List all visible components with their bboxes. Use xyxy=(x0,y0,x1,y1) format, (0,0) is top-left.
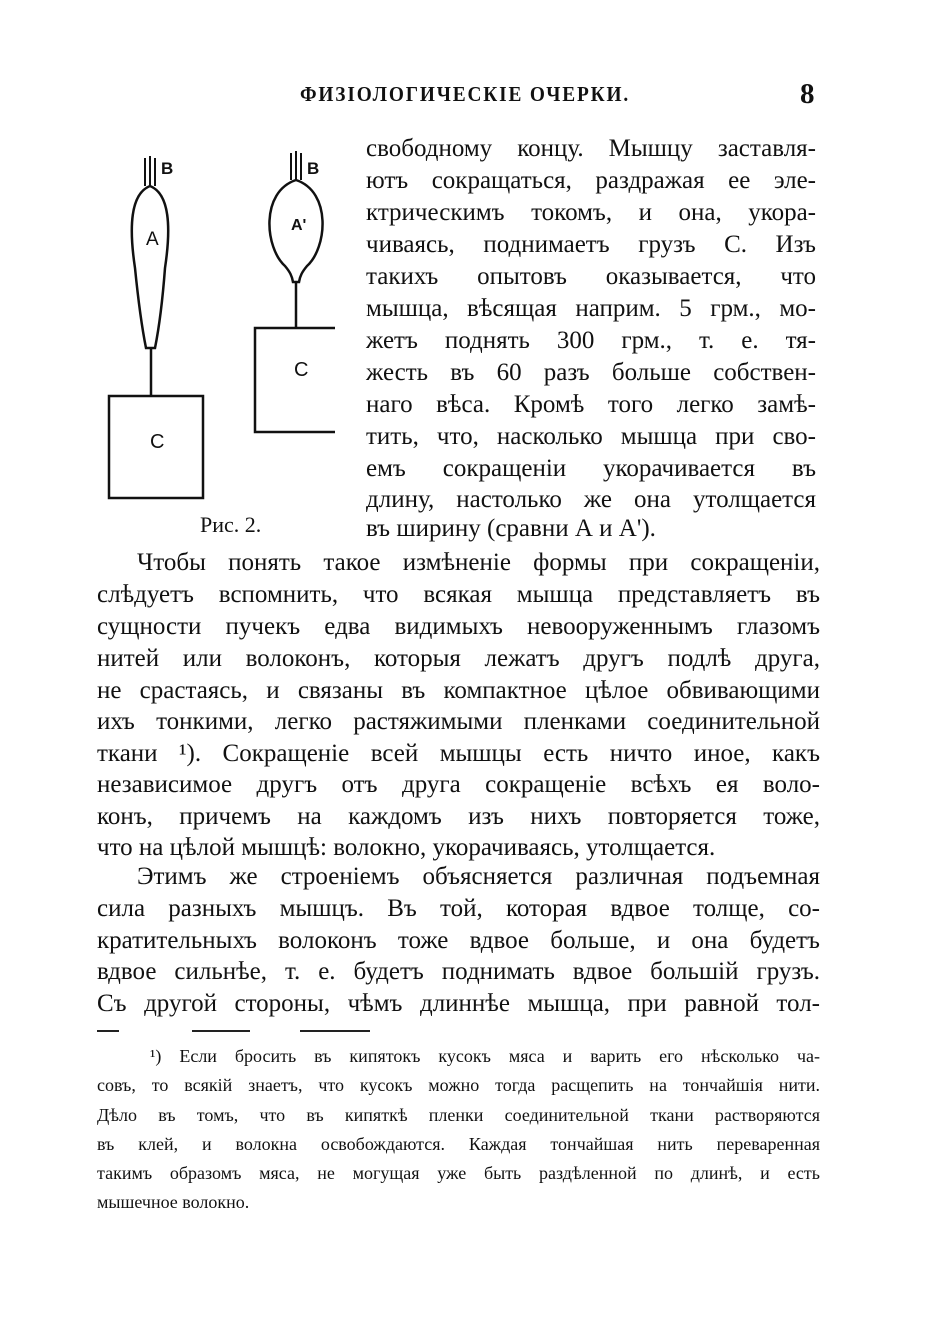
right-weight-label: C xyxy=(294,359,309,381)
right-end-label: B xyxy=(307,159,320,178)
figure-caption: Рис. 2. xyxy=(200,512,262,537)
text-line: кратительныхъ волоконъ тоже вдвое больше, и она будетъ xyxy=(97,927,820,954)
text-line: чиваясь, поднимаетъ грузъ С. Изъ xyxy=(366,231,816,258)
muscle-figure xyxy=(95,148,335,508)
text-line: что на цѣлой мышцѣ: волокно, укорачиваясь, утолщается. xyxy=(97,834,716,861)
footnote-rule-segment xyxy=(300,1030,370,1032)
left-muscle-assembly xyxy=(109,156,203,498)
right-tendon-top xyxy=(291,151,301,180)
footnote-line: такимъ образомъ мяса, не могущая уже быть раздѣленной по длинѣ, и есть xyxy=(97,1163,820,1183)
text-line: независимое другъ отъ друга сокращеніе всѣхъ ея воло- xyxy=(97,771,820,798)
left-tendon-top xyxy=(145,156,155,186)
text-line: сущности пучекъ едва видимыхъ невооруженнымъ глазомъ xyxy=(97,613,820,640)
right-muscle-assembly xyxy=(255,151,335,432)
text-line: жесть въ 60 разъ больше собствен- xyxy=(366,359,816,386)
text-line: тить, что, насколько мышца при сво- xyxy=(366,423,816,450)
text-line: Чтобы понять такое измѣненіе формы при сокращеніи, xyxy=(137,549,820,576)
text-line: ютъ сокращаться, раздражая ее эле- xyxy=(366,167,816,194)
text-line: не срастаясь, и связаны въ компактное цѣлое обвивающими xyxy=(97,677,820,704)
text-line: Съ другой стороны, чѣмъ длиннѣе мышца, при равной тол- xyxy=(97,990,820,1017)
text-line: ихъ тонкими, легко растяжимыми пленками соединительной xyxy=(97,708,820,735)
text-line: длину, настолько же она утолщается xyxy=(366,486,816,513)
text-line: ктрическимъ токомъ, и она, укора- xyxy=(366,199,816,226)
text-line: жетъ поднять 300 грм., т. е. тя- xyxy=(366,327,816,354)
text-line: такихъ опытовъ оказывается, что xyxy=(366,263,816,290)
footnote-line: совъ, то всякій знаетъ, что кусокъ можно тогда расщепить на тончайшія нити. xyxy=(97,1075,820,1095)
footnote-rule-segment xyxy=(192,1030,250,1032)
left-muscle-label: A xyxy=(146,229,159,250)
text-line: конъ, причемъ на каждомъ изъ нихъ повторяется тоже, xyxy=(97,803,820,830)
muscle-diagram xyxy=(95,148,335,508)
text-line: Этимъ же строеніемъ объясняется различная подъемная xyxy=(137,863,820,890)
text-line: наго вѣса. Кромѣ того легко замѣ- xyxy=(366,391,816,418)
running-title: ФИЗІОЛОГИЧЕСКІЕ ОЧЕРКИ. xyxy=(300,82,631,106)
footnote-rule-segment xyxy=(97,1030,119,1032)
text-line: свободному концу. Мышцу заставля- xyxy=(366,135,816,162)
text-line: вдвое сильнѣе, т. е. будетъ поднимать вдвое большій грузъ. xyxy=(97,958,820,985)
footnote-line: ¹) Если бросить въ кипятокъ кусокъ мяса и варить его нѣсколько ча- xyxy=(150,1046,820,1066)
footnote-line: мышечное волокно. xyxy=(97,1192,250,1212)
text-line: емъ сокращеніи укорачивается въ xyxy=(366,455,816,482)
left-weight-label: C xyxy=(150,431,165,453)
text-line: въ ширину (сравни А и А'). xyxy=(366,515,656,542)
right-muscle-label: A' xyxy=(291,217,307,234)
left-end-label: B xyxy=(161,159,174,178)
footnote-line: Дѣло въ томъ, что въ кипяткѣ пленки соединительной ткани растворяются xyxy=(97,1105,820,1125)
footnote-line: въ клей, и волокна освобождаются. Каждая тончайшая нить переваренная xyxy=(97,1134,820,1154)
text-line: ткани ¹). Сокращеніе всей мышцы есть ничто иное, какъ xyxy=(97,740,820,767)
text-line: сила разныхъ мышцъ. Въ той, которая вдвое толще, со- xyxy=(97,895,820,922)
left-muscle-body xyxy=(132,186,168,348)
page-number: 8 xyxy=(800,78,815,110)
text-line: слѣдуетъ вспомнить, что всякая мышца представляетъ въ xyxy=(97,581,820,608)
text-line: мышца, вѣсящая наприм. 5 грм., мо- xyxy=(366,295,816,322)
text-line: нитей или волоконъ, которыя лежатъ другъ подлѣ друга, xyxy=(97,645,820,672)
